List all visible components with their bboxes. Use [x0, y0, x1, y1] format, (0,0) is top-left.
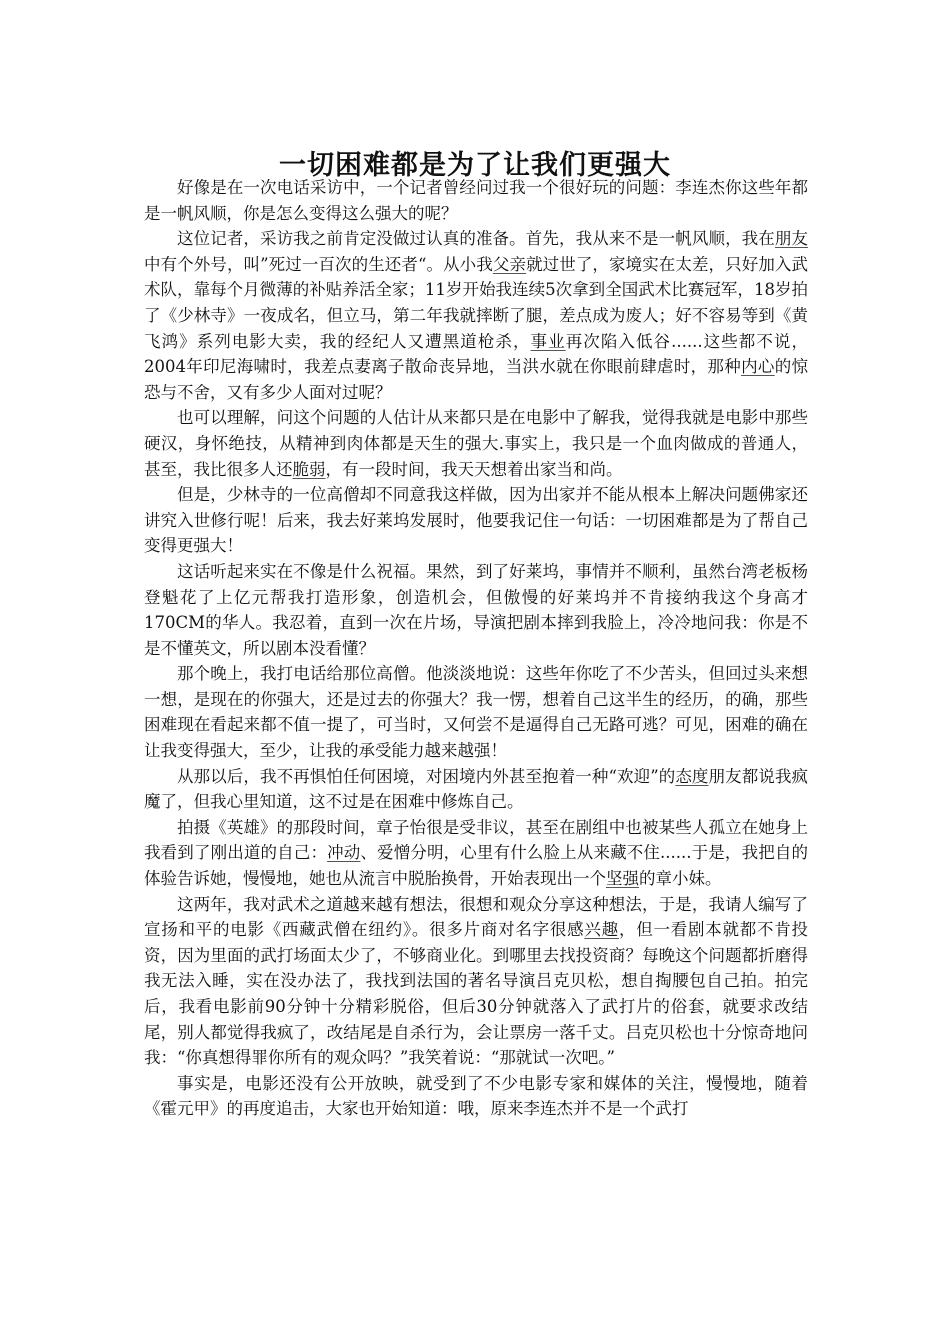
paragraph-text: ，但一看剧本就都不肯投资，因为里面的武打场面太少了，不够商业化。到哪里去找投资商？每晚这个问题都折磨得我无法入睡，实在没办法了，我找到法国的著名导演吕克贝松，想自掏腰包自己拍。拍完后，我看电影前90分钟十分精彩脱俗，但后30分钟就落入了武打片的俗套，就要求改结尾，别人都觉得我疯了，改结尾是自杀行为，会让票房一落千丈。吕克贝松也十分惊奇地问我：“你真想得罪你所有的观众吗？”我笑着说：“那就试一次吧。”	[144, 920, 809, 1068]
keyword-link[interactable]: 内心	[741, 357, 775, 377]
keyword-link[interactable]: 事业	[530, 331, 566, 351]
paragraph-text: 也可以理解，问这个问题的人估计从来都只是在电影中了解我，觉得我就是电影中那些硬汉，身怀绝技，从精神到肉体都是天生的强大.事实上，我只是一个血肉做成的普通人，甚至，我比很多人还	[144, 408, 808, 479]
paragraph-text: 拍摄《英雄》的那段时间，章子怡很是受非议，甚至在剧组中也被某些人孤立在她身上我看到了刚出道的自己：	[144, 817, 808, 863]
paragraph	[144, 764, 808, 815]
paragraph-text: 中有个外号，叫”死过一百次的生还者“。从小我	[144, 254, 493, 274]
paragraph	[144, 892, 808, 1071]
paragraph-text: 、爱憎分明，心里有什么脸上从来藏不住......于是，我把自的体验告诉她，慢慢地，她也从流言中脱胎换骨，开始表现出一个	[144, 843, 809, 889]
paragraph	[144, 226, 808, 405]
document-title: 一切困难都是为了让我们更强大	[279, 150, 671, 182]
paragraph	[144, 559, 808, 661]
paragraph-text: 事实是，电影还没有公开放映，就受到了不少电影专家和媒体的关注，慢慢地，随着《霍元甲》的再度追击，大家也开始知道：哦，原来李连杰并不是一个武打	[144, 1073, 808, 1119]
keyword-link[interactable]: 朋友	[774, 229, 809, 249]
paragraph-text: 再次陷入低谷......这些都不说，2004年印尼海啸时，我差点妻离子散命丧异地，当洪水就在你眼前肆虐时，那种	[144, 331, 808, 377]
keyword-link[interactable]: 坚强	[606, 869, 639, 889]
keyword-link[interactable]: 兴趣	[584, 920, 619, 940]
paragraph-text: 这位记者，采访我之前肯定没做过认真的准备。首先，我从来不是一帆风顺，我在	[177, 229, 775, 249]
paragraph-text: ，有一段时间，我天天想着出家当和尚。	[325, 459, 623, 479]
paragraph-text: 这话听起来实在不像是什么祝福。果然，到了好莱坞，事情并不顺利，虽然台湾老板杨登魁花了上亿元帮我打造形象，创造机会，但傲慢的好莱坞并不肯接纳我这个身高才170CM的华人。我忍着，直到一次在片场，导演把剧本摔到我脸上，冷冷地问我：你是不是不懂英文，所以剧本没看懂？	[144, 561, 808, 658]
paragraph-text: 的惊恐与不舍，又有多少人面对过呢？	[144, 357, 808, 402]
paragraph	[144, 175, 808, 226]
keyword-link[interactable]: 冲动	[327, 843, 361, 863]
keyword-link[interactable]: 父亲	[492, 254, 527, 274]
paragraph-text: 就过世了，家境实在太差，只好加入武术队，靠每个月微薄的补贴养活全家；11岁开始我连续5次拿到全国武术比赛冠军，18岁拍了《少林寺》一夜成名，但立马，第二年我就摔断了腿，差点成为废人；好不容易等到《黄飞鸿》系列电影大卖，我的经纪人又遭黑道枪杀，	[144, 254, 809, 351]
paragraph-text: 朋友都说我疯魔了，但我心里知道，这不过是在困难中修炼自己。	[144, 766, 809, 812]
paragraph-text: 的章小妹。	[639, 869, 722, 889]
paragraph-text: 那个晚上，我打电话给那位高僧。他淡淡地说：这些年你吃了不少苦头，但回过头来想一想，是现在的你强大，还是过去的你强大？我一愣，想着自己这半生的经历，的确，那些困难现在看起来都不值一提了，可当时，又何尝不是逼得自己无路可逃？可见，困难的确在让我变得强大，至少，让我的承受能力越来越强！	[144, 664, 808, 761]
paragraph	[144, 405, 808, 482]
paragraph	[144, 661, 808, 763]
keyword-link[interactable]: 态度	[675, 766, 709, 786]
paragraph-text: 但是，少林寺的一位高僧却不同意我这样做，因为出家并不能从根本上解决问题佛家还讲究入世修行呢！后来，我去好莱坞发展时，他要我记住一句话：一切困难都是为了帮自己变得更强大！	[144, 485, 808, 556]
paragraph	[144, 815, 808, 892]
keyword-link[interactable]: 脆弱	[292, 459, 326, 479]
paragraph	[144, 482, 808, 559]
paragraph-text: 从那以后，我不再惧怕任何困境，对困境内外甚至抱着一种“欢迎”的	[177, 766, 676, 786]
paragraph-text: 好像是在一次电话采访中，一个记者曾经问过我一个很好玩的问题：李连杰你这些年都是一帆风顺，你是怎么变得这么强大的呢？	[144, 178, 808, 223]
paragraph	[144, 1071, 808, 1122]
paragraph-text: 这两年，我对武术之道越来越有想法，很想和观众分享这种想法，于是，我请人编写了宣扬和平的电影《西藏武僧在纽约》。很多片商对名字很感	[144, 894, 808, 940]
document-body	[144, 175, 808, 1122]
